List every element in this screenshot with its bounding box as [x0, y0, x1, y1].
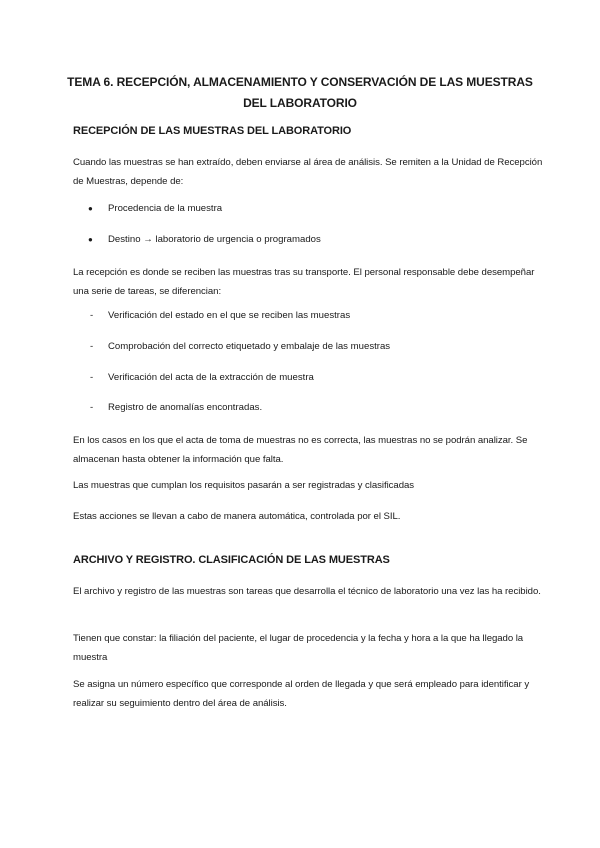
bullet-item-destino: Destino → laboratorio de urgencia o programados	[108, 234, 321, 245]
dash-marker: -	[90, 310, 94, 321]
paragraph-recepcion: La recepción es donde se reciben las muestras tras su transporte. El personal responsable debe desempeñar una serie de tareas, se diferencian:	[73, 267, 535, 297]
dash-marker: -	[90, 402, 94, 413]
bullet-marker: ●	[88, 235, 93, 244]
paragraph-archivo: El archivo y registro de las muestras son tareas que desarrolla el técnico de laboratorio una vez las ha recibido.	[73, 586, 541, 597]
paragraph-requisitos: Las muestras que cumplan los requisitos pasarán a ser registradas y clasificadas	[73, 480, 415, 491]
document-title: TEMA 6. RECEPCIÓN, ALMACENAMIENTO Y CONSERVACIÓN DE LAS MUESTRAS DEL LABORATORIO	[67, 75, 533, 110]
dash-item-verificacion-acta: Verificación del acta de la extracción de muestra	[108, 372, 314, 383]
paragraph-intro: Cuando las muestras se han extraído, deben enviarse al área de análisis. Se remiten a la Unidad de Recepción de Muestras, depende de:	[73, 157, 543, 187]
section-heading-archivo: ARCHIVO Y REGISTRO. CLASIFICACIÓN DE LAS MUESTRAS	[73, 554, 390, 566]
bullet-item-procedencia: Procedencia de la muestra	[108, 203, 223, 214]
paragraph-constar: Tienen que constar: la filiación del paciente, el lugar de procedencia y la fecha y hora a la que ha llegado la muestra	[73, 633, 524, 663]
dash-item-registro-anomalias: Registro de anomalías encontradas.	[108, 402, 263, 413]
section-heading-recepcion: RECEPCIÓN DE LAS MUESTRAS DEL LABORATORIO	[73, 125, 352, 137]
paragraph-acta-incorrecta: En los casos en los que el acta de toma de muestras no es correcta, las muestras no se podrán analizar. Se almacenan hasta obtener la información que falta.	[73, 435, 528, 465]
bullet-marker: ●	[88, 204, 93, 213]
paragraph-sil: Estas acciones se llevan a cabo de manera automática, controlada por el SIL.	[73, 511, 401, 522]
dash-marker: -	[90, 372, 94, 383]
paragraph-numero: Se asigna un número específico que corresponde al orden de llegada y que será empleado para identificar y realizar su seguimiento dentro del área de análisis.	[73, 679, 530, 709]
dash-item-verificacion-estado: Verificación del estado en el que se reciben las muestras	[108, 310, 351, 321]
dash-item-comprobacion: Comprobación del correcto etiquetado y embalaje de las muestras	[108, 341, 391, 352]
dash-marker: -	[90, 341, 94, 352]
